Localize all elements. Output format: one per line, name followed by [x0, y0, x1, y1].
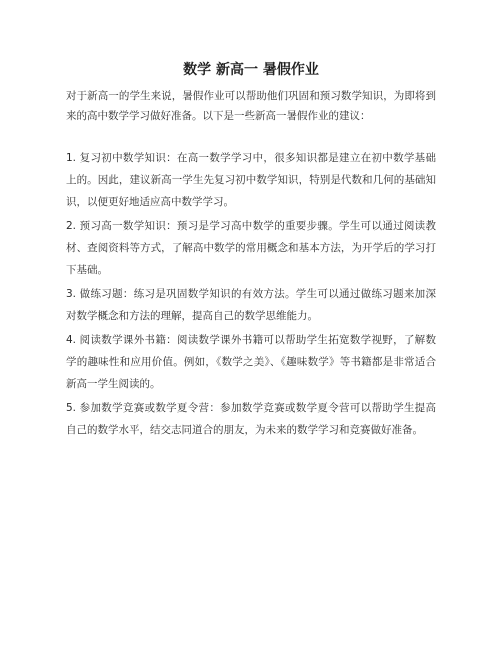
list-item-4: 4. 阅读数学课外书籍：阅读数学课外书籍可以帮助学生拓宽数学视野，了解数学的趣味性和应用价值。例如，《数学之美》、《趣味数学》等书籍都是非常适合新高一学生阅读的。 [66, 334, 436, 390]
document-title: 数学 新高一 暑假作业 [183, 62, 319, 78]
list-item-5: 5. 参加数学竞赛或数学夏令营：参加数学竞赛或数学夏令营可以帮助学生提高自己的数学水平，结交志同道合的朋友，为未来的数学学习和竞赛做好准备。 [66, 402, 436, 436]
blank-line [66, 126, 436, 147]
list-item-2: 2. 预习高一数学知识：预习是学习高中数学的重要步骤。学生可以通过阅读教材、查阅资料等方式，了解高中数学的常用概念和基本方法，为开学后的学习打下基础。 [66, 220, 436, 276]
list-item-3: 3. 做练习题：练习是巩固数学知识的有效方法。学生可以通过做练习题来加深对数学概念和方法的理解，提高自己的数学思维能力。 [66, 288, 436, 322]
list-item-1: 1. 复习初中数学知识：在高一数学学习中，很多知识都是建立在初中数学基础上的。因此，建议新高一学生先复习初中数学知识，特别是代数和几何的基础知识，以便更好地适应高中数学学习。 [66, 152, 436, 208]
intro-paragraph: 对于新高一的学生来说，暑假作业可以帮助他们巩固和预习数学知识，为即将到来的高中数学学习做好准备。以下是一些新高一暑假作业的建议： [66, 90, 436, 122]
